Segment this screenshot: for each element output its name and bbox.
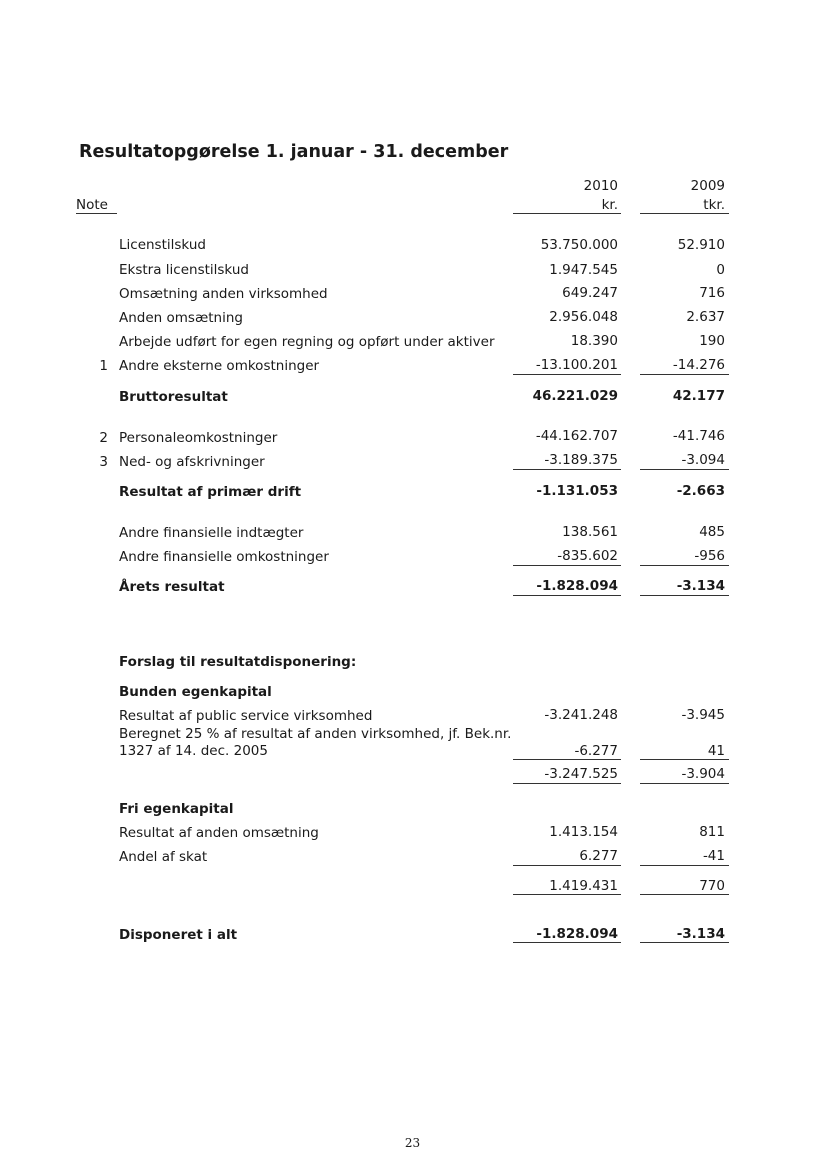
- subtotal-line: [513, 469, 621, 470]
- row-value-2009: 0: [716, 262, 725, 278]
- subtotal-line: [513, 374, 621, 375]
- row-value-2010: -3.189.375: [544, 452, 618, 468]
- col-2010-year: 2010: [583, 178, 618, 194]
- col-2010-unit: kr.: [601, 197, 618, 213]
- row-value-2009: 42.177: [672, 388, 725, 404]
- row-label: Licenstilskud: [119, 237, 206, 253]
- bound-total-2009: -3.904: [681, 766, 725, 782]
- row-value-2009: 2.637: [686, 309, 725, 325]
- row-label-line1: Beregnet 25 % af resultat af anden virksomhed, jf. Bek.nr.: [119, 726, 512, 742]
- row-label: Resultat af public service virksomhed: [119, 708, 373, 724]
- note-column-header: Note: [76, 197, 108, 213]
- row-value-2010: 2.956.048: [549, 309, 618, 325]
- subtotal-line: [640, 759, 729, 760]
- total-line: [513, 595, 621, 596]
- row-value-2010: 649.247: [562, 285, 618, 301]
- row-value-2009: 485: [699, 524, 725, 540]
- row-note-number: 3: [99, 454, 108, 470]
- row-label: Andre eksterne omkostninger: [119, 358, 320, 374]
- row-label: Omsætning anden virksomhed: [119, 286, 328, 302]
- total-line: [513, 783, 621, 784]
- row-note-number: 2: [99, 430, 108, 446]
- row-value-2009: -41: [702, 848, 725, 864]
- col-2010-header-underline: [513, 213, 621, 214]
- row-value-2010: 53.750.000: [540, 237, 618, 253]
- row-value-2009: 52.910: [677, 237, 725, 253]
- row-label: Resultat af primær drift: [119, 484, 302, 500]
- row-label: Disponeret i alt: [119, 927, 238, 943]
- row-value-2010: -1.131.053: [536, 483, 618, 499]
- total-line: [513, 894, 621, 895]
- subtotal-line: [513, 565, 621, 566]
- row-value-2009: 41: [707, 743, 725, 759]
- col-2009-header-underline: [640, 213, 729, 214]
- row-value-2010: 1.947.545: [549, 262, 618, 278]
- row-value-2010: 6.277: [579, 848, 618, 864]
- free-equity-heading: Fri egenkapital: [119, 801, 234, 817]
- row-value-2010: 138.561: [562, 524, 618, 540]
- row-value-2009: -956: [694, 548, 725, 564]
- row-label: Ned- og afskrivninger: [119, 454, 265, 470]
- grand-total-2009: -3.134: [676, 926, 725, 942]
- row-value-2009: -3.094: [681, 452, 725, 468]
- page-title: Resultatopgørelse 1. januar - 31. december: [79, 142, 509, 162]
- bound-total-2010: -3.247.525: [544, 766, 618, 782]
- row-value-2010: -13.100.201: [535, 357, 618, 373]
- row-label-line2: 1327 af 14. dec. 2005: [119, 743, 268, 759]
- row-value-2009: -14.276: [672, 357, 725, 373]
- free-total-2009: 770: [699, 878, 725, 894]
- row-value-2010: 18.390: [570, 333, 618, 349]
- row-label: Andel af skat: [119, 849, 208, 865]
- row-label: Personaleomkostninger: [119, 430, 278, 446]
- subtotal-line: [513, 865, 621, 866]
- row-label: Årets resultat: [119, 579, 225, 595]
- grand-total-2010: -1.828.094: [536, 926, 618, 942]
- total-line: [640, 595, 729, 596]
- row-label: Resultat af anden omsætning: [119, 825, 319, 841]
- row-label: Andre finansielle indtægter: [119, 525, 304, 541]
- bound-equity-heading: Bunden egenkapital: [119, 684, 272, 700]
- row-value-2009: -41.746: [672, 428, 725, 444]
- subtotal-line: [640, 865, 729, 866]
- row-label: Arbejde udført for egen regning og opført under aktiver: [119, 334, 495, 350]
- row-value-2010: -1.828.094: [536, 578, 618, 594]
- row-value-2009: 811: [699, 824, 725, 840]
- row-value-2010: 1.413.154: [549, 824, 618, 840]
- subtotal-line: [513, 759, 621, 760]
- subtotal-line: [640, 374, 729, 375]
- row-value-2009: -3.134: [676, 578, 725, 594]
- row-label: Bruttoresultat: [119, 389, 228, 405]
- row-value-2010: -44.162.707: [535, 428, 618, 444]
- disposition-heading: Forslag til resultatdisponering:: [119, 654, 357, 670]
- row-value-2009: -3.945: [681, 707, 725, 723]
- total-line: [640, 783, 729, 784]
- row-value-2010: -835.602: [557, 548, 618, 564]
- row-note-number: 1: [99, 358, 108, 374]
- note-header-underline: [76, 213, 117, 214]
- row-value-2010: 46.221.029: [532, 388, 618, 404]
- total-line: [640, 894, 729, 895]
- subtotal-line: [640, 565, 729, 566]
- grand-total-line: [513, 942, 621, 943]
- free-total-2010: 1.419.431: [549, 878, 618, 894]
- col-2009-year: 2009: [690, 178, 725, 194]
- subtotal-line: [640, 469, 729, 470]
- row-label: Anden omsætning: [119, 310, 243, 326]
- col-2009-unit: tkr.: [703, 197, 725, 213]
- row-label: Andre finansielle omkostninger: [119, 549, 329, 565]
- row-value-2010: -6.277: [574, 743, 618, 759]
- row-label: Ekstra licenstilskud: [119, 262, 249, 278]
- page-number: 23: [404, 1136, 421, 1150]
- grand-total-line: [640, 942, 729, 943]
- row-value-2009: 716: [699, 285, 725, 301]
- row-value-2009: -2.663: [676, 483, 725, 499]
- row-value-2009: 190: [699, 333, 725, 349]
- row-value-2010: -3.241.248: [544, 707, 618, 723]
